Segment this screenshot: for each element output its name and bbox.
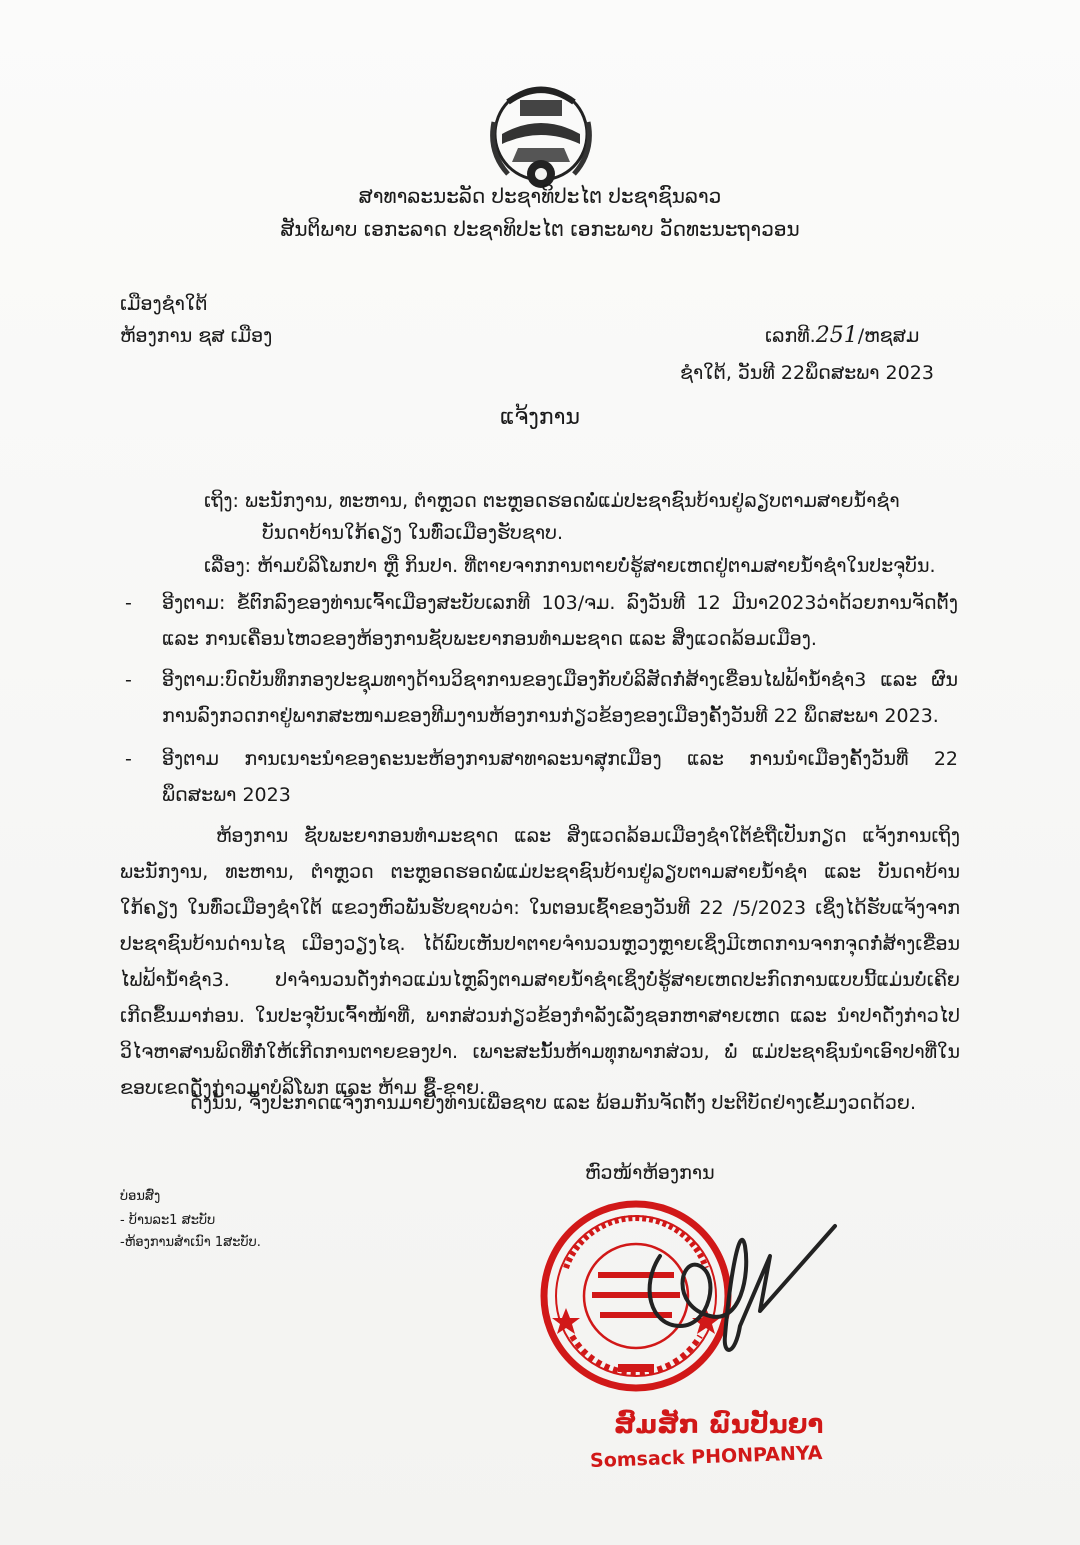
signature-icon bbox=[620, 1216, 850, 1366]
sender-office: ຫ້ອງການ ຊສ ເມືອງ bbox=[120, 325, 273, 347]
national-emblem-icon bbox=[478, 82, 604, 190]
signer-name-lao: ສົມສັກ ພົນປັນຍາ bbox=[614, 1410, 824, 1440]
reference-suffix: /ຫຊສມ bbox=[857, 325, 920, 347]
copies-item: -ຫ້ອງການສຳເນົາ 1ສະບັບ. bbox=[120, 1235, 261, 1250]
copies-label: ບ່ອນສົ່ງ bbox=[120, 1189, 161, 1204]
reference-prefix: ເລກທີ bbox=[765, 325, 810, 347]
body-paragraph: ຫ້ອງການ ຊັບພະຍາກອນທຳມະຊາດ ແລະ ສິ່ງແວດລ້ອມເມືອງຊຳໃຕ້ຂໍຖືເປັນກຽດ ແຈ້ງການເຖິງພະນັກງານ, ທະຫານ, ຕຳຫຼວດ ຕະຫຼອດຮອດພໍ່ແມ່ປະຊາຊົນບ້ານຢູ່ລຽບຕາມສາຍນ້ຳຊຳ ແລະ ບັນດາບ້ານໃກ້ຄຽງ ໃນທົ່ວເມືອງຊຳໃຕ້ ແຂວງຫົວພັນຮັບຊາບວ່າ: ໃນຕອນເຊົ້າຂອງວັນທີ 22 /5/2023 ເຊິ່ງໄດ້ຮັບແຈ້ງຈາກປະຊາຊົນບ້ານດ່ານໄຊ ເມືອງວຽງໄຊ. ໄດ້ພົບເຫັນປາຕາຍຈຳນວນຫຼວງຫຼາຍເຊິ່ງມີເຫດການຈາກຈຸດກໍ່ສ້າງເຂື່ອນໄຟຟ້ານ້ຳຊຳ3. ປາຈຳນວນດັ່ງກ່າວແມ່ນໄຫຼລົງຕາມສາຍນ້ຳຊຳເຊິ່ງບໍ່ຮູ້ສາຍເຫດປະກົດການແບບນີ້ແມ່ນບໍ່ເຄີຍເກີດຂຶ້ນມາກ່ອນ. ໃນປະຈຸບັນເຈົ້າໜ້າທີ່, ພາກສ່ວນກ່ຽວຂ້ອງກຳລັງເລັ່ງຊອກຫາສາຍເຫດ ແລະ ນຳປາດັ່ງກ່າວໄປວິໄຈຫາສານພິດທີ່ກໍ່ໃຫ້ເກີດການຕາຍຂອງປາ. ເພາະສະນັ້ນຫ້າມທຸກພາກສ່ວນ, ພໍ່ ແມ່ປະຊາຊົນນຳເອົາປາທີ່ໃນຂອບເຂດດັ່ງກ່າວມາບໍລິໂພກ ແລະ ຫ້າມ ຊື້-ຂາຍ. bbox=[120, 825, 960, 1099]
document-title: ແຈ້ງການ bbox=[500, 405, 580, 430]
to-label: ເຖິງ: bbox=[204, 490, 239, 512]
subject-label: ເລື່ອງ: bbox=[204, 555, 252, 577]
country-name: ສາທາລະນະລັດ ປະຊາທິປະໄຕ ປະຊາຊົນລາວ bbox=[358, 184, 722, 208]
handwritten-number: 251 bbox=[815, 323, 858, 348]
subject bbox=[204, 553, 936, 579]
reference-item-2: ອີງຕາມ:ບົດບັນທຶກກອງປະຊຸມທາງດ້ານວິຊາການຂອງເມືອງກັບບໍລິສັດກໍ່ສ້າງເຂື່ອນໄຟຟ້ານ້ຳຊຳ3 ແລະ ຜົນການລົງກວດກາຢູ່ພາກສະໜາມຂອງທີມງານຫ້ອງການກ່ຽວຂ້ອງຂອງເມືອງຄັ້ງວັນທີ 22 ພຶດສະພາ 2023. bbox=[162, 669, 958, 727]
to-line1: ພະນັກງານ, ທະຫານ, ຕຳຫຼວດ ຕະຫຼອດຮອດພໍ່ແມ່ປະຊາຊົນບ້ານຢູ່ລຽບຕາມສາຍນ້ຳຊຳ bbox=[245, 490, 900, 512]
document-page: ສາທາລະນະລັດ ປະຊາທິປະໄຕ ປະຊາຊົນລາວ ສັນຕິພາບ ເອກະລາດ ປະຊາທິປະໄຕ ເອກະພາບ ວັດທະນະຖາວອນ ເມືອງຊຳໃຕ້ ຫ້ອງການ ຊສ ເມືອງ ເລກທີ.251/ຫຊສມ ຊຳໃຕ້, ວັນທີ 22ພຶດສະພາ 2023 ແຈ້ງການ ເຖິງ: ພະນັກງານ, ທະຫານ, ຕຳຫຼວດ ຕະຫຼອດຮອດພໍ່ແມ່ປະຊາຊົນບ້ານຢູ່ລຽບຕາມສາຍນ້ຳຊຳ ບັນດາບ້ານໃກ້ຄຽງ ໃນທົ່ວເມືອງຮັບຊາບ. ເລື່ອງ: ຫ້າມບໍລິໂພກປາ ຫຼື ກິນປາ. ທີ່ຕາຍຈາກການຕາຍບໍ່ຮູ້ສາຍເຫດຢູ່ຕາມສາຍນ້ຳຊຳໃນປະຈຸບັນ. - ອີງຕາມ: ຂໍ້ຕົກລົງຂອງທ່ານເຈົ້າເມືອງສະບັບເລກທີ 103/ຈມ. ລົງວັນທີ 12 ມີນາ2023ວ່າດ້ວຍການຈັດຕັ້ງ ແລະ ການເຄື່ອນໄຫວຂອງຫ້ອງການຊັບພະຍາກອນທຳມະຊາດ ແລະ ສິ່ງແວດລ້ອມເມືອງ. - ອີງຕາມ:ບົດບັນທຶກກອງປະຊຸມທາງດ້ານວິຊາການຂອງເມືອງກັບບໍລິສັດກໍ່ສ້າງເຂື່ອນໄຟຟ້ານ້ຳຊຳ3 ແລະ ຜົນການລົງກວດກາຢູ່ພາກສະໜາມຂອງທີມງານຫ້ອງການກ່ຽວຂ້ອງຂອງເມືອງຄັ້ງວັນທີ 22 ພຶດສະພາ 2023. - ອີງຕາມ ການເນາະນຳຂອງຄະນະຫ້ອງການສາທາລະນາສຸກເມືອງ ແລະ ການນຳເມືອງຄັ້ງວັນທີ່ 22 ພຶດສະພາ 2023 ຫ້ອງການ ຊັບພະຍາກອນທຳມະຊາດ ແລະ ສິ່ງແວດລ້ອມເມືອງຊຳໃຕ້ຂໍຖືເປັນກຽດ ແຈ້ງການເຖິງພະນັກງານ, ທະຫານ, ຕຳຫຼວດ ຕະຫຼອດຮອດພໍ່ແມ່ປະຊາຊົນບ້ານຢູ່ລຽບຕາມສາຍນ້ຳຊຳ ແລະ ບັນດາບ້ານໃກ້ຄຽງ ໃນທົ່ວເມືອງຊຳໃຕ້ ແຂວງຫົວພັນຮັບຊາບວ່າ: ໃນຕອນເຊົ້າຂອງວັນທີ 22 /5/2023 ເຊິ່ງໄດ້ຮັບແຈ້ງຈາກປະຊາຊົນບ້ານດ່ານໄຊ ເມືອງວຽງໄຊ. ໄດ້ພົບເຫັນປາຕາຍຈຳນວນຫຼວງຫຼາຍເຊິ່ງມີເຫດການຈາກຈຸດກໍ່ສ້າງເຂື່ອນໄຟຟ້ານ້ຳຊຳ3. ປາຈຳນວນດັ່ງກ່າວແມ່ນໄຫຼລົງຕາມສາຍນ້ຳຊຳເຊິ່ງບໍ່ຮູ້ສາຍເຫດປະກົດການແບບນີ້ແມ່ນບໍ່ເຄີຍເກີດຂຶ້ນມາກ່ອນ. ໃນປະຈຸບັນເຈົ້າໜ້າທີ່, ພາກສ່ວນກ່ຽວຂ້ອງກຳລັງເລັ່ງຊອກຫາສາຍເຫດ ແລະ ນຳປາດັ່ງກ່າວໄປວິໄຈຫາສານພິດທີ່ກໍ່ໃຫ້ເກີດການຕາຍຂອງປາ. ເພາະສະນັ້ນຫ້າມທຸກພາກສ່ວນ, ພໍ່ ແມ່ປະຊາຊົນນຳເອົາປາທີ່ໃນຂອບເຂດດັ່ງກ່າວມາບໍລິໂພກ ແລະ ຫ້າມ ຊື້-ຂາຍ. ດັ່ງນັ້ນ, ຈຶ່ງປະກາດແຈ້ງການມາຍັງທ່ານເພື່ອຊາບ ແລະ ພ້ອມກັນຈັດຕັ້ງ ປະຕິບັດຢ່າງເຂັ້ມງວດດ້ວຍ. ຫົວໜ້າຫ້ອງການ ບ່ອນສົ່ງ - ບ້ານລະ1 ສະບັບ -ຫ້ອງການສຳເນົາ 1ສະບັບ. ສົມສັກ ພົນປັນຍາ Somsack PHONPANYA bbox=[0, 0, 1080, 1545]
reference-item-1: ອີງຕາມ: ຂໍ້ຕົກລົງຂອງທ່ານເຈົ້າເມືອງສະບັບເລກທີ 103/ຈມ. ລົງວັນທີ 12 ມີນາ2023ວ່າດ້ວຍການຈັດຕັ້ງ ແລະ ການເຄື່ອນໄຫວຂອງຫ້ອງການຊັບພະຍາກອນທຳມະຊາດ ແລະ ສິ່ງແວດລ້ອມເມືອງ. bbox=[162, 592, 958, 650]
copies-item: - ບ້ານລະ1 ສະບັບ bbox=[120, 1213, 216, 1228]
subject-text: ຫ້າມບໍລິໂພກປາ ຫຼື ກິນປາ. ທີ່ຕາຍຈາກການຕາຍບໍ່ຮູ້ສາຍເຫດຢູ່ຕາມສາຍນ້ຳຊຳໃນປະຈຸບັນ. bbox=[257, 555, 936, 577]
sender-district: ເມືອງຊຳໃຕ້ bbox=[120, 293, 208, 315]
addressee bbox=[204, 488, 900, 514]
reference-item-3: ອີງຕາມ ການເນາະນຳຂອງຄະນະຫ້ອງການສາທາລະນາສຸກເມືອງ ແລະ ການນຳເມືອງຄັ້ງວັນທີ່ 22 ພຶດສະພາ 2023 bbox=[162, 748, 958, 806]
national-motto: ສັນຕິພາບ ເອກະລາດ ປະຊາທິປະໄຕ ເອກະພາບ ວັດທະນະຖາວອນ bbox=[280, 217, 800, 241]
place-date: ຊຳໃຕ້, ວັນທີ 22ພຶດສະພາ 2023 bbox=[680, 362, 934, 384]
signer-name-english: Somsack PHONPANYA bbox=[589, 1441, 823, 1473]
to-line2: ບັນດາບ້ານໃກ້ຄຽງ ໃນທົ່ວເມືອງຮັບຊາບ. bbox=[262, 522, 564, 544]
signature-title: ຫົວໜ້າຫ້ອງການ bbox=[585, 1162, 715, 1184]
reference-number: ເລກທີ.251/ຫຊສມ bbox=[765, 323, 920, 348]
closing-paragraph: ດັ່ງນັ້ນ, ຈຶ່ງປະກາດແຈ້ງການມາຍັງທ່ານເພື່ອຊາບ ແລະ ພ້ອມກັນຈັດຕັ້ງ ປະຕິບັດຢ່າງເຂັ້ມງວດດ້ວຍ. bbox=[190, 1092, 917, 1114]
